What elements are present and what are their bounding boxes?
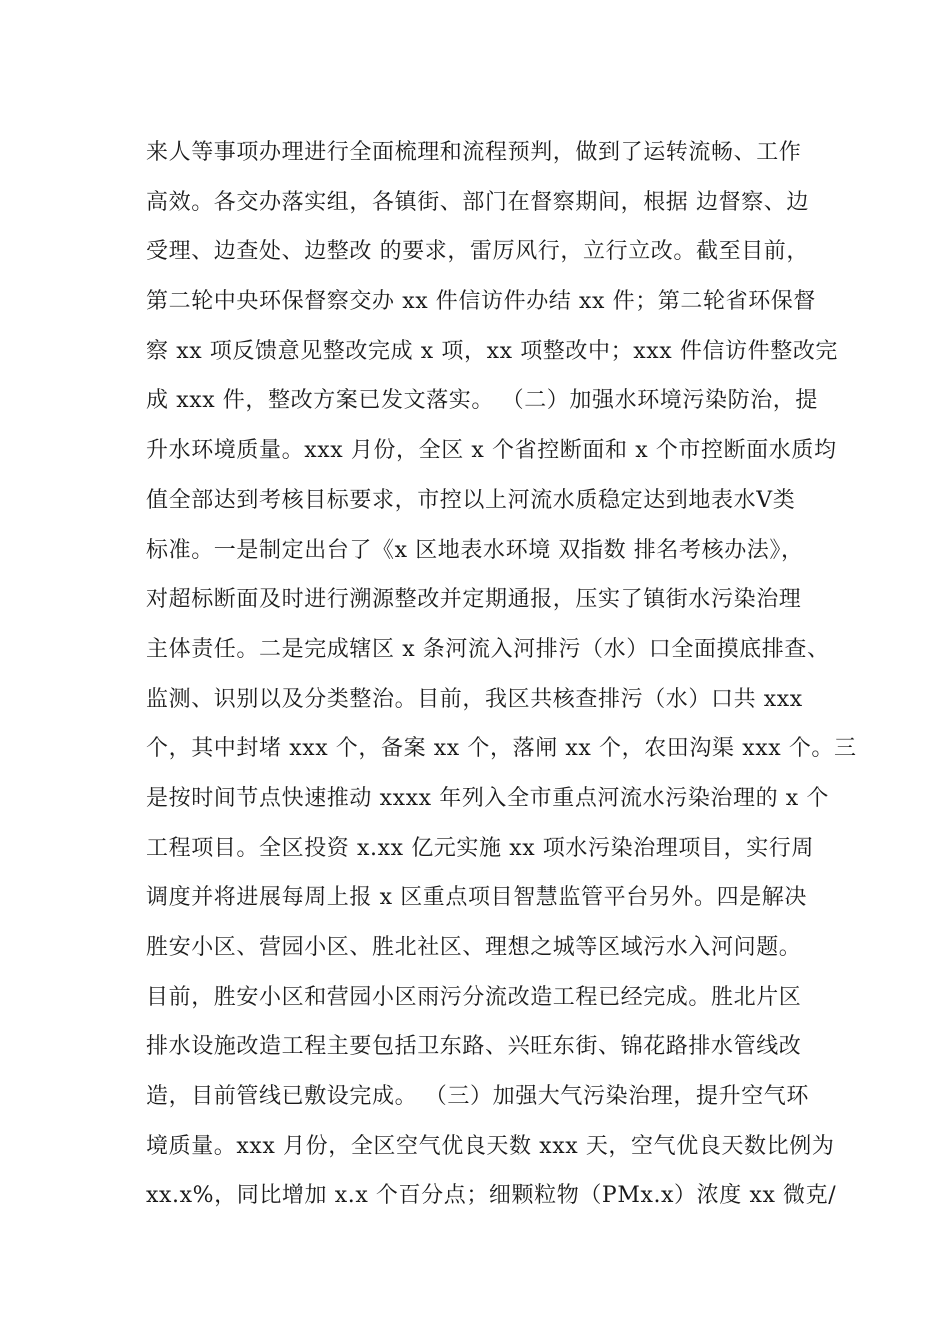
text-line: 是按时间节点快速推动 xxxx 年列入全市重点河流水污染治理的 x 个	[146, 785, 830, 811]
text-line: 监测、识别以及分类整治。目前，我区共核查排污（水）口共 xxx	[146, 686, 803, 712]
text-line: 第二轮中央环保督察交办 xx 件信访件办结 xx 件；第二轮省环保督	[146, 289, 817, 315]
text-line: 成 xxx 件，整改方案已发文落实。 （二）加强水环境污染防治，提	[146, 388, 819, 414]
text-line: 目前，胜安小区和营园小区雨污分流改造工程已经完成。胜北片区	[146, 984, 802, 1010]
text-line: 受理、边查处、边整改 的要求，雷厉风行，立行立改。截至目前，	[146, 239, 809, 265]
text-line: 察 xx 项反馈意见整改完成 x 项，xx 项整改中；xxx 件信访件整改完	[146, 338, 839, 364]
text-line: 境质量。xxx 月份，全区空气优良天数 xxx 天，空气优良天数比例为	[146, 1133, 835, 1159]
text-line: 升水环境质量。xxx 月份，全区 x 个省控断面和 x 个市控断面水质均	[146, 438, 837, 464]
text-line: 个，其中封堵 xxx 个，备案 xx 个，落闸 xx 个，农田沟渠 xxx 个。三	[146, 736, 857, 762]
text-line: 调度并将进展每周上报 x 区重点项目智慧监管平台另外。四是解决	[146, 885, 807, 911]
text-line: 对超标断面及时进行溯源整改并定期通报，压实了镇街水污染治理	[146, 587, 802, 613]
text-line: xx.x%，同比增加 x.x 个百分点；细颗粒物（PMx.x）浓度 xx 微克/	[146, 1183, 837, 1209]
text-line: 值全部达到考核目标要求，市控以上河流水质稳定达到地表水Ⅴ类	[146, 487, 796, 513]
text-line: 主体责任。二是完成辖区 x 条河流入河排污（水）口全面摸底排查、	[146, 636, 830, 662]
text-line: 胜安小区、营园小区、胜北社区、理想之城等区域污水入河问题。	[146, 935, 802, 960]
text-line: 标准。一是制定出台了《x 区地表水环境 双指数 排名考核办法》，	[146, 537, 804, 563]
text-line: 来人等事项办理进行全面梳理和流程预判，做到了运转流畅、工作	[146, 140, 802, 165]
body-text	[146, 128, 857, 1221]
text-line: 排水设施改造工程主要包括卫东路、兴旺东街、锦花路排水管线改	[146, 1034, 802, 1060]
text-line: 高效。各交办落实组，各镇街、部门在督察期间，根据 边督察、边	[146, 189, 809, 215]
text-line: 造，目前管线已敷设完成。 （三）加强大气污染治理，提升空气环	[146, 1084, 809, 1110]
text-line: 工程项目。全区投资 x.xx 亿元实施 xx 项水污染治理项目，实行周	[146, 835, 815, 861]
